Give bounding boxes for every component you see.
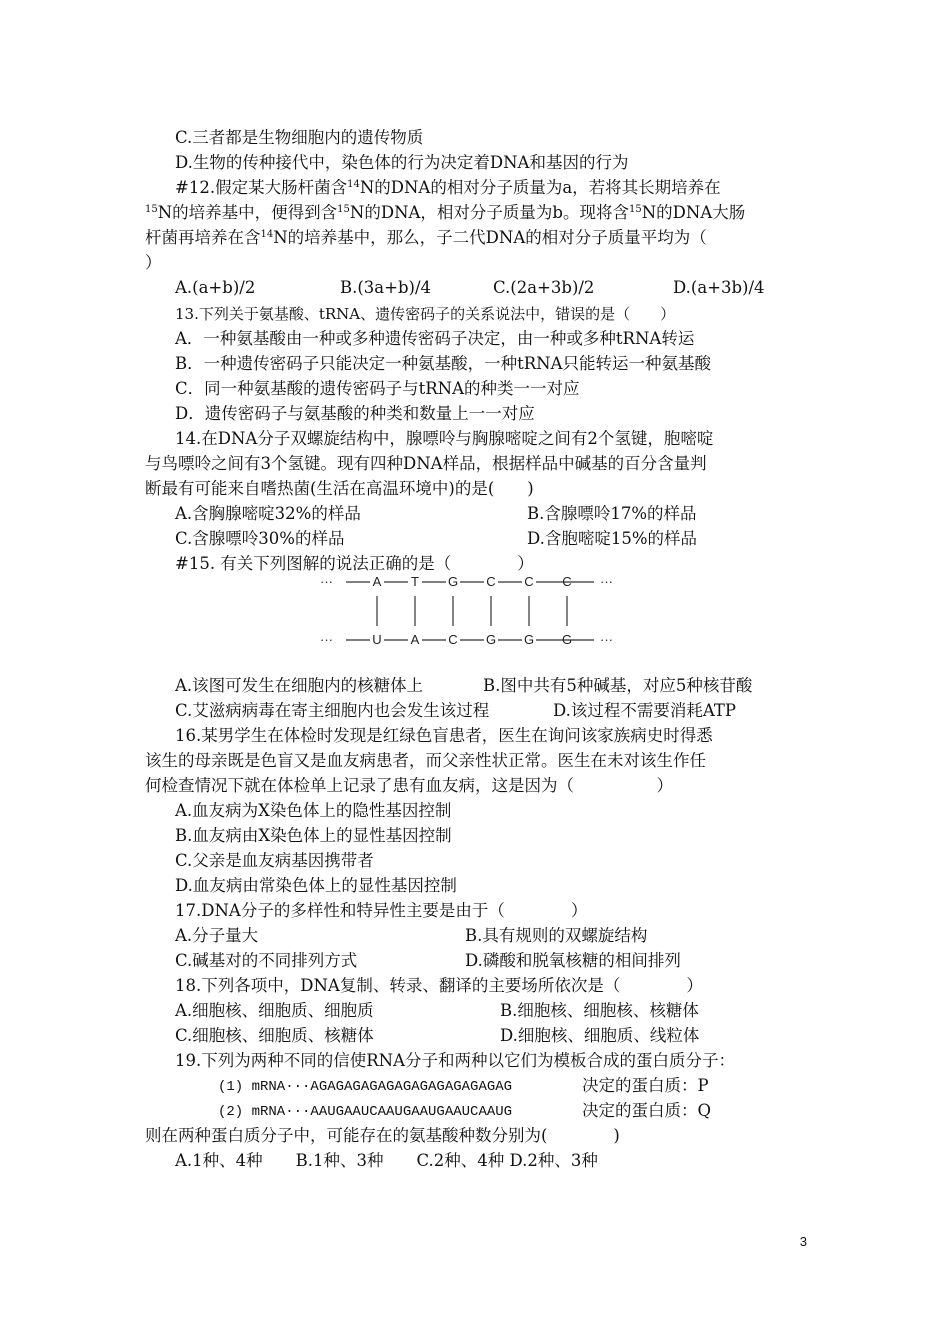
q19-protein-2: 决定的蛋白质：Q (582, 1101, 712, 1120)
q18-option-d: D.细胞核、细胞质、线粒体 (500, 1026, 700, 1045)
q12-line2 (145, 202, 745, 224)
q12-text: N的培养基中，便得到含 (157, 203, 338, 222)
q17-option-d: D.磷酸和脱氧核糖的相间排列 (465, 951, 681, 970)
q15-bottom-base: G (485, 632, 497, 647)
q19-mrna-2: (2) mRNA···AAUGAAUCAAUGAAUGAAUCAAUG (218, 1104, 513, 1120)
q15-top-base: C (562, 574, 572, 589)
q16-line3: 何检查情况下就在体检单上记录了患有血友病，这是因为（ ） (145, 776, 673, 795)
q12-text: N的DNA，相对分子质量为b。现将含 (349, 203, 629, 222)
q15-option-c: C.艾滋病病毒在寄主细胞内也会发生该过程 (175, 701, 490, 720)
q12-superscript: 14 (260, 229, 274, 240)
q14-option-c: C.含腺嘌呤30%的样品 (175, 529, 345, 548)
q15-top-base: T (411, 574, 419, 589)
q12-line3 (145, 227, 707, 249)
q15-top-base: C (524, 574, 534, 589)
q14-option-a: A.含胸腺嘧啶32%的样品 (175, 504, 361, 523)
q15-stem: #15. 有关下列图解的说法正确的是（ ） (175, 554, 534, 573)
q12-superscript: 15 (337, 204, 350, 215)
q18-option-a: A.细胞核、细胞质、细胞质 (175, 1001, 374, 1020)
q14-option-b: B.含腺嘌呤17%的样品 (527, 504, 697, 523)
q15-option-d: D.该过程不需要消耗ATP (553, 701, 737, 720)
q16-option-c: C.父亲是血友病基因携带者 (175, 851, 374, 870)
q15-option-b: B.图中共有5种碱基，对应5种核苷酸 (483, 676, 753, 695)
q16-option-d: D.血友病由常染色体上的显性基因控制 (175, 876, 457, 895)
q17-option-a: A.分子量大 (175, 926, 259, 945)
q19-mrna-1: (1) mRNA···AGAGAGAGAGAGAGAGAGAGAGAG (218, 1079, 513, 1095)
q17-stem: 17.DNA分子的多样性和特异性主要是由于（ ） (175, 901, 588, 920)
q14-option-d: D.含胞嘧啶15%的样品 (527, 529, 698, 548)
q12-superscript: 15 (629, 204, 642, 215)
q13-option-b: B．一种遗传密码子只能决定一种氨基酸，一种tRNA只能转运一种氨基酸 (175, 354, 712, 373)
q19-protein-1: 决定的蛋白质：P (582, 1076, 709, 1095)
q18-option-b: B.细胞核、细胞核、核糖体 (500, 1001, 699, 1020)
q19-stem: 19.下列为两种不同的信使RNA分子和两种以它们为模板合成的蛋白质分子： (175, 1051, 736, 1070)
q12-text: N的DNA大肠 (641, 203, 746, 222)
q16-option-a: A.血友病为X染色体上的隐性基因控制 (175, 801, 452, 820)
q15-bottom-base: A (410, 632, 420, 647)
q13-option-a: A．一种氨基酸由一种或多种遗传密码子决定，由一种或多种tRNA转运 (175, 329, 695, 348)
q16-option-b: B.血友病由X染色体上的显性基因控制 (175, 826, 452, 845)
q12-superscript: 15 (145, 204, 158, 215)
q15-strand-diagram (318, 572, 628, 652)
q15-dots-left: ··· (320, 574, 333, 589)
q15-bottom-base: U (372, 632, 382, 647)
q13-option-d: D．遗传密码子与氨基酸的种类和数量上一一对应 (175, 404, 535, 423)
q12-text: 杆菌再培养在含 (145, 228, 261, 247)
q15-dots-right: ··· (600, 632, 613, 647)
page-number: 3 (799, 1234, 807, 1249)
q15-top-base: C (486, 574, 496, 589)
q11-option-d: D.生物的传种接代中，染色体的行为决定着DNA和基因的行为 (175, 153, 629, 172)
q13-stem: 13.下列关于氨基酸、tRNA、遗传密码子的关系说法中，错误的是（ ） (175, 305, 676, 323)
q15-top-base: G (447, 574, 459, 589)
q15-option-a: A.该图可发生在细胞内的核糖体上 (175, 676, 424, 695)
q15-dots-right: ··· (600, 574, 613, 589)
q15-dots-left: ··· (320, 632, 333, 647)
q15-top-base: A (372, 574, 382, 589)
q15-bottom-base: C (448, 632, 458, 647)
q16-line1: 16.某男学生在体检时发现是红绿色盲患者，医生在询问该家族病史时得悉 (175, 726, 713, 745)
q15-bottom-base: G (561, 632, 573, 647)
q11-option-c: C.三者都是生物细胞内的遗传物质 (175, 128, 424, 147)
q12-line1 (175, 177, 721, 199)
q15-bottom-base: G (523, 632, 535, 647)
q12-option-b: B.(3a+b)/4 (340, 278, 432, 297)
q12-option-d: D.(a+3b)/4 (673, 278, 765, 297)
q12-text: N的DNA的相对分子质量为a，若将其长期培养在 (359, 178, 721, 197)
q19-line3: 则在两种蛋白质分子中，可能存在的氨基酸种数分别为( ) (145, 1126, 620, 1145)
q16-line2: 该生的母亲既是色盲又是血友病患者，而父亲性状正常。医生在未对该生作任 (145, 751, 706, 770)
q12-option-c: C.(2a+3b)/2 (493, 278, 595, 297)
q14-line2: 与鸟嘌呤之间有3个氢键。现有四种DNA样品，根据样品中碱基的百分含量判 (145, 454, 707, 473)
q14-line1: 14.在DNA分子双螺旋结构中，腺嘌呤与胸腺嘧啶之间有2个氢键，胞嘧啶 (175, 429, 714, 448)
q17-option-b: B.具有规则的双螺旋结构 (465, 926, 648, 945)
q12-line4: ） (145, 253, 162, 272)
q19-options: A.1种、4种 B.1种、3种 C.2种、4种 D.2种、3种 (175, 1151, 598, 1170)
q14-line3: 断最有可能来自嗜热菌(生活在高温环境中)的是( ) (145, 479, 534, 498)
q12-option-a: A.(a+b)/2 (175, 278, 256, 297)
q12-text: #12.假定某大肠杆菌含 (175, 178, 348, 197)
q18-stem: 18.下列各项中，DNA复制、转录、翻译的主要场所依次是（ ） (175, 976, 703, 995)
q12-text: N的培养基中，那么，子二代DNA的相对分子质量平均为（ (273, 228, 707, 247)
q18-option-c: C.细胞核、细胞质、核糖体 (175, 1026, 374, 1045)
q17-option-c: C.碱基对的不同排列方式 (175, 951, 358, 970)
q12-superscript: 14 (347, 179, 360, 190)
q13-option-c: C．同一种氨基酸的遗传密码子与tRNA的种类一一对应 (175, 379, 580, 398)
